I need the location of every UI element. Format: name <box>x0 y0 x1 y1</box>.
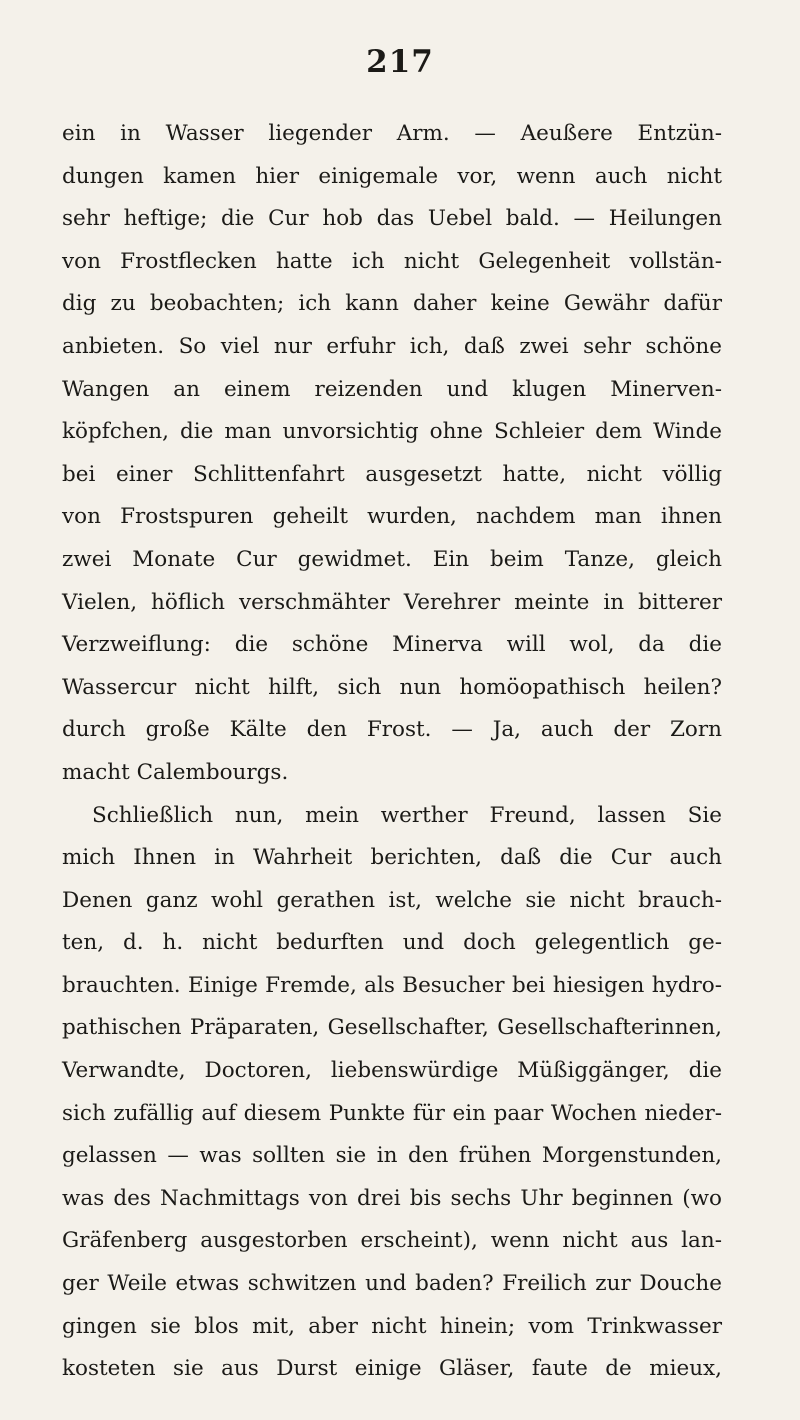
text-line: von Frostflecken hatte ich nicht Gelegenheit vollstän- <box>62 248 722 274</box>
text-line: sehr heftige; die Cur hob das Uebel bald. — Heilungen <box>62 206 722 232</box>
text-line: ger Weile etwas schwitzen und baden? Freilich zur Douche <box>62 1271 722 1297</box>
text-line: Wangen an einem reizenden und klugen Minerven- <box>62 376 722 402</box>
text-line: pathischen Präparaten, Gesellschafter, Gesellschafterinnen, <box>62 1015 722 1041</box>
paragraph-start-line: Schließlich nun, mein werther Freund, lassen Sie <box>92 802 722 828</box>
text-line: was des Nachmittags von drei bis sechs Uhr beginnen (wo <box>62 1185 722 1211</box>
text-line: ten, d. h. nicht bedurften und doch gelegentlich ge- <box>62 930 722 956</box>
paragraph-end-line: macht Calembourgs. <box>62 759 289 785</box>
text-line: kosteten sie aus Durst einige Gläser, faute de mieux, <box>62 1356 722 1382</box>
text-line: gingen sie blos mit, aber nicht hinein; vom Trinkwasser <box>62 1313 722 1339</box>
text-line: Wassercur nicht hilft, sich nun homöopathisch heilen? <box>62 674 722 700</box>
text-line: köpfchen, die man unvorsichtig ohne Schleier dem Winde <box>62 419 722 445</box>
text-line: durch große Kälte den Frost. — Ja, auch der Zorn <box>62 717 722 743</box>
text-line: Verwandte, Doctoren, liebenswürdige Müßiggänger, die <box>62 1058 722 1084</box>
text-line: brauchten. Einige Fremde, als Besucher bei hiesigen hydro- <box>62 972 722 998</box>
text-line: zwei Monate Cur gewidmet. Ein beim Tanze, gleich <box>62 546 722 572</box>
text-line: von Frostspuren geheilt wurden, nachdem man ihnen <box>62 504 722 530</box>
text-line: ein in Wasser liegender Arm. — Aeußere Entzün- <box>62 121 722 146</box>
text-line: Gräfenberg ausgestorben erscheint), wenn nicht aus lan- <box>62 1228 722 1254</box>
text-line: sich zufällig auf diesem Punkte für ein paar Wochen nieder- <box>62 1100 722 1126</box>
text-line: gelassen — was sollten sie in den frühen Morgenstunden, <box>62 1143 722 1169</box>
text-line: anbieten. So viel nur erfuhr ich, daß zwei sehr schöne <box>62 333 722 359</box>
text-line: Verzweiflung: die schöne Minerva will wol, da die <box>62 632 722 658</box>
text-line: Denen ganz wohl gerathen ist, welche sie nicht brauch- <box>62 887 722 913</box>
text-line: mich Ihnen in Wahrheit berichten, daß die Cur auch <box>62 845 722 871</box>
text-line: Vielen, höflich verschmähter Verehrer meinte in bitterer <box>62 589 722 615</box>
text-line: dig zu beobachten; ich kann daher keine Gewähr dafür <box>62 291 722 317</box>
body-text <box>62 113 722 1391</box>
text-line: bei einer Schlittenfahrt ausgesetzt hatte, nicht völlig <box>62 461 722 487</box>
page-number: 217 <box>366 44 434 80</box>
text-line: dungen kamen hier einigemale vor, wenn auch nicht <box>62 163 722 189</box>
